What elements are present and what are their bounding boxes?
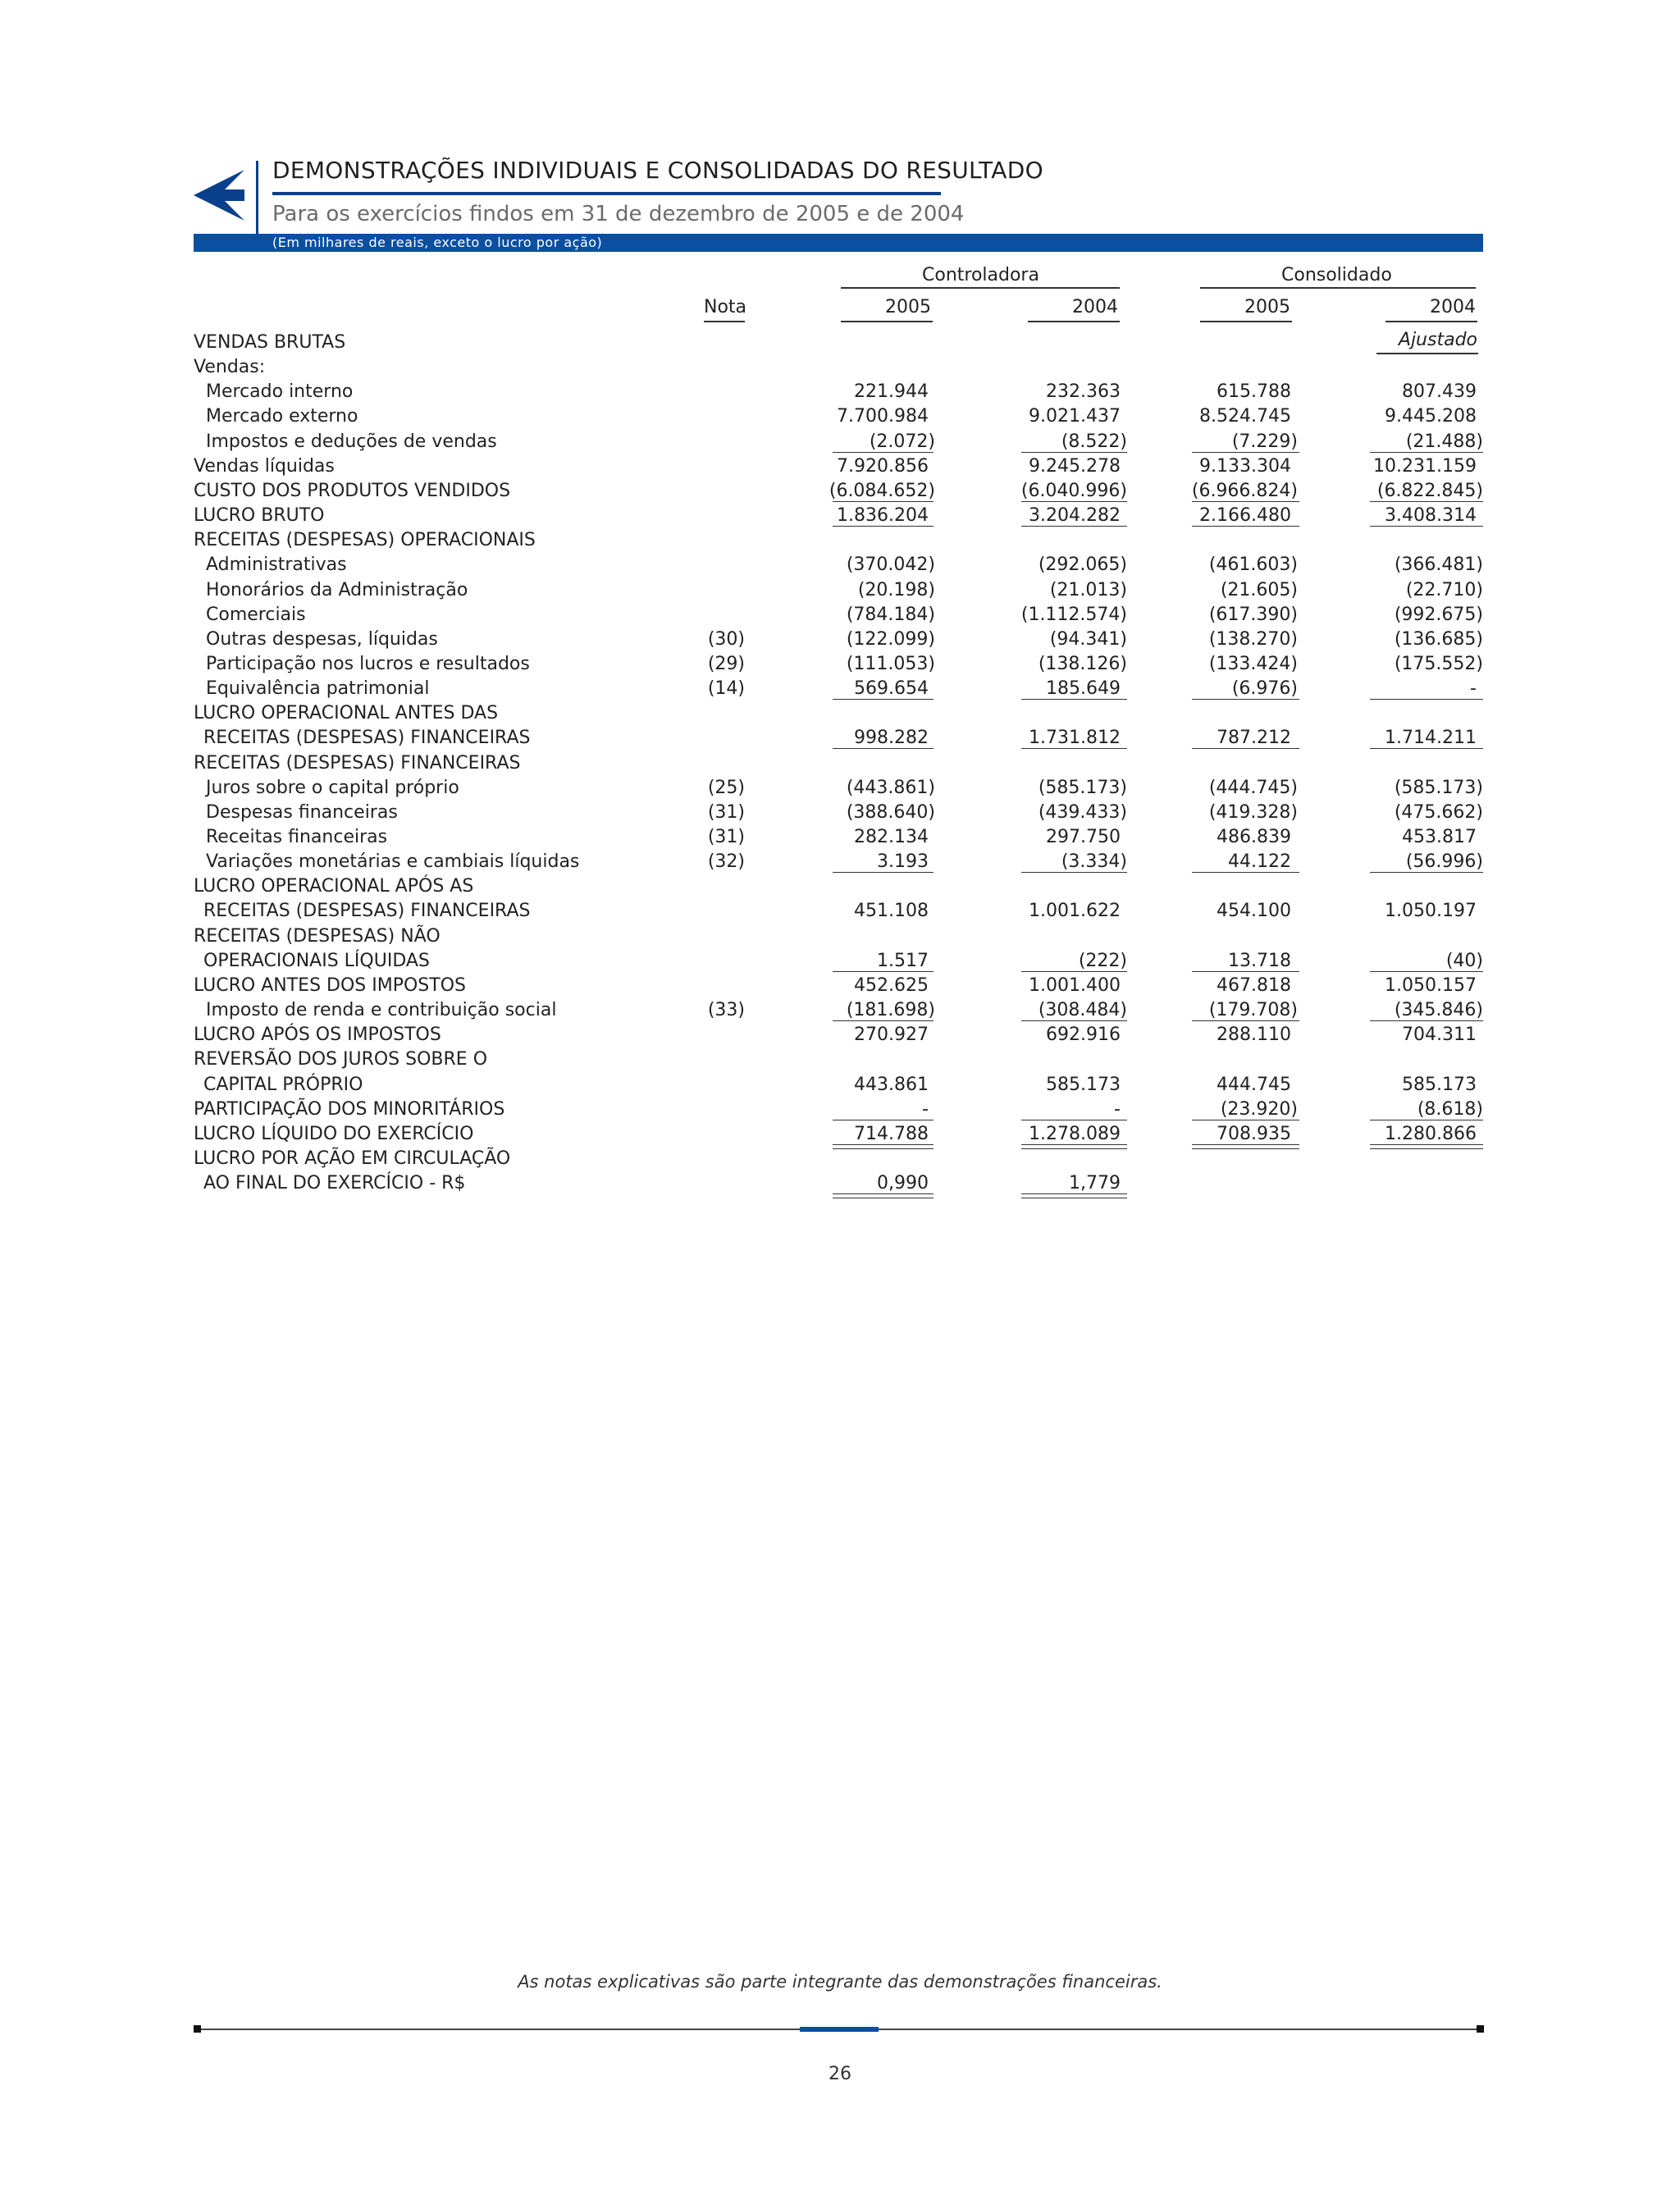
sum-rule	[1021, 872, 1127, 873]
table-row	[0, 603, 1680, 628]
units-note: (Em milhares de reais, exceto o lucro por ação)	[272, 235, 603, 250]
row-value: 9.021.437	[1029, 406, 1121, 427]
row-value: (3.334)	[1061, 851, 1127, 873]
row-value: -	[922, 1098, 929, 1120]
row-value: 714.788	[854, 1123, 929, 1144]
row-value: (2.072)	[869, 431, 935, 452]
row-value: 443.861	[854, 1074, 929, 1095]
row-value: 232.363	[1046, 381, 1121, 403]
sum-rule	[1370, 699, 1483, 700]
row-label: Comerciais	[206, 604, 306, 625]
table-row	[0, 1122, 1680, 1147]
sum-rule	[1021, 699, 1127, 700]
heading-rule	[1200, 321, 1292, 322]
footer-accent	[800, 2027, 879, 2032]
table-row	[0, 998, 1680, 1023]
table-row	[0, 628, 1680, 652]
row-value: 7.700.984	[837, 406, 929, 427]
row-value: 1,779	[1069, 1173, 1121, 1194]
row-value: 1.836.204	[837, 505, 929, 527]
row-value: 807.439	[1402, 381, 1477, 403]
row-value: (175.552)	[1394, 653, 1483, 674]
row-value: (179.708)	[1208, 1000, 1298, 1021]
sum-rule	[1021, 748, 1127, 749]
row-value: (136.685)	[1394, 628, 1483, 650]
row-value: 8.524.745	[1199, 406, 1291, 427]
sum-rule	[833, 872, 934, 873]
row-label: Receitas financeiras	[206, 827, 388, 847]
row-value: (6.966.824)	[1191, 480, 1298, 501]
table-row	[0, 801, 1680, 825]
row-nota: (29)	[707, 653, 745, 674]
row-value: (122.099)	[846, 628, 935, 650]
sum-rule	[1021, 1020, 1127, 1021]
row-nota: (31)	[707, 801, 745, 823]
table-row	[0, 850, 1680, 874]
footnote: As notas explicativas são parte integrante das demonstrações financeiras.	[518, 1972, 1162, 1992]
row-value: 486.839	[1217, 827, 1291, 847]
row-value: 615.788	[1217, 381, 1291, 403]
row-value: (461.603)	[1208, 554, 1298, 576]
table-row	[0, 430, 1680, 454]
row-value: (6.084.652)	[829, 480, 935, 501]
row-value: (345.846)	[1394, 1000, 1483, 1021]
table-row	[0, 1171, 1680, 1196]
row-value: (21.013)	[1049, 579, 1127, 600]
sum-rule	[1192, 872, 1299, 873]
sum-rule	[1370, 872, 1483, 873]
row-value: 704.311	[1402, 1025, 1477, 1046]
row-value: 3.408.314	[1385, 505, 1477, 527]
row-value: 270.927	[854, 1025, 929, 1046]
row-label: LUCRO POR AÇÃO EM CIRCULAÇÃO	[194, 1148, 511, 1169]
row-label: LUCRO LÍQUIDO DO EXERCÍCIO	[194, 1123, 474, 1144]
year-heading: 2004	[1072, 297, 1118, 317]
row-value: 10.231.159	[1373, 455, 1477, 477]
sum-rule	[833, 699, 934, 700]
group-rule	[1200, 287, 1476, 289]
table-row	[0, 331, 1680, 355]
double-rule	[1021, 1193, 1127, 1198]
sum-rule	[833, 452, 934, 453]
row-value: 7.920.856	[837, 455, 929, 477]
arrow-left-logo-icon	[192, 168, 246, 222]
row-label: VENDAS BRUTAS	[194, 332, 346, 353]
row-label: REVERSÃO DOS JUROS SOBRE O	[194, 1049, 488, 1070]
row-label: Participação nos lucros e resultados	[206, 653, 530, 674]
sum-rule	[1021, 971, 1127, 972]
row-nota: (32)	[707, 851, 745, 873]
row-value: 1.278.089	[1029, 1123, 1121, 1144]
row-value: 1.050.197	[1385, 901, 1477, 922]
table-row	[0, 355, 1680, 380]
row-value: (992.675)	[1394, 604, 1483, 625]
sum-rule	[1021, 452, 1127, 453]
sum-rule	[1192, 452, 1299, 453]
row-value: 0,990	[877, 1173, 929, 1194]
row-label: LUCRO OPERACIONAL APÓS AS	[194, 876, 474, 897]
row-value: (94.341)	[1049, 628, 1127, 650]
sum-rule	[1370, 971, 1483, 972]
row-value: 1.050.157	[1385, 974, 1477, 996]
row-label: LUCRO OPERACIONAL ANTES DAS	[194, 703, 499, 724]
sum-rule	[1370, 452, 1483, 453]
sum-rule	[1370, 1020, 1483, 1021]
row-value: 3.204.282	[1029, 505, 1121, 527]
row-value: (585.173)	[1038, 777, 1127, 798]
table-row	[0, 479, 1680, 504]
row-label: Administrativas	[206, 554, 347, 576]
row-value: 467.818	[1217, 974, 1291, 996]
row-value: 453.817	[1402, 827, 1477, 847]
row-value: 692.916	[1046, 1025, 1121, 1046]
nota-heading: Nota	[704, 297, 747, 317]
table-row	[0, 1047, 1680, 1072]
row-label: LUCRO BRUTO	[194, 505, 325, 527]
table-row	[0, 776, 1680, 801]
table-row	[0, 825, 1680, 850]
table-row	[0, 504, 1680, 528]
table-row	[0, 553, 1680, 577]
row-value: (6.976)	[1231, 678, 1298, 700]
sum-rule	[1370, 501, 1483, 502]
row-value: 44.122	[1228, 851, 1291, 873]
table-row	[0, 974, 1680, 998]
row-value: (8.618)	[1417, 1098, 1483, 1120]
table-row	[0, 1147, 1680, 1171]
row-label: Outras despesas, líquidas	[206, 628, 438, 650]
row-label: RECEITAS (DESPESAS) FINANCEIRAS	[203, 901, 531, 922]
row-value: 2.166.480	[1199, 505, 1291, 527]
row-value: (56.996)	[1405, 851, 1483, 873]
row-label: Despesas financeiras	[206, 801, 398, 823]
table-row	[0, 899, 1680, 924]
row-value: (419.328)	[1208, 801, 1298, 823]
sum-rule	[1370, 526, 1483, 527]
row-value: (138.126)	[1038, 653, 1127, 674]
table-row	[0, 924, 1680, 949]
row-value: 288.110	[1217, 1025, 1291, 1046]
row-label: CUSTO DOS PRODUTOS VENDIDOS	[194, 480, 511, 501]
row-value: 569.654	[854, 678, 929, 700]
footer-marker	[1477, 2025, 1484, 2033]
row-value: (6.822.845)	[1376, 480, 1483, 501]
footer-marker	[194, 2025, 201, 2033]
row-value: (111.053)	[846, 653, 935, 674]
sum-rule	[1192, 971, 1299, 972]
row-label: Mercado interno	[206, 381, 354, 403]
row-value: (8.522)	[1061, 431, 1127, 452]
sum-rule	[1192, 748, 1299, 749]
sum-rule	[1021, 526, 1127, 527]
table-row	[0, 528, 1680, 553]
row-value: 585.173	[1402, 1074, 1477, 1095]
row-label: Imposto de renda e contribuição social	[206, 1000, 557, 1021]
table-row	[0, 1073, 1680, 1098]
page-header	[0, 0, 1680, 262]
sum-rule	[1192, 1020, 1299, 1021]
row-value: (585.173)	[1394, 777, 1483, 798]
table-row	[0, 404, 1680, 429]
table-row	[0, 701, 1680, 726]
sum-rule	[833, 971, 934, 972]
row-nota: (25)	[707, 777, 745, 798]
row-value: (20.198)	[857, 579, 935, 600]
sum-rule	[833, 1020, 934, 1021]
sum-rule	[833, 501, 934, 502]
row-value: (388.640)	[846, 801, 935, 823]
row-value: (23.920)	[1220, 1098, 1298, 1120]
row-value: 282.134	[854, 827, 929, 847]
row-label: CAPITAL PRÓPRIO	[203, 1074, 363, 1095]
table-row	[0, 1023, 1680, 1047]
row-value: 787.212	[1217, 728, 1291, 749]
sum-rule	[833, 526, 934, 527]
row-label: AO FINAL DO EXERCÍCIO - R$	[203, 1173, 466, 1194]
row-value: 585.173	[1046, 1074, 1121, 1095]
row-value: (370.042)	[846, 554, 935, 576]
row-label: RECEITAS (DESPESAS) FINANCEIRAS	[203, 728, 531, 749]
table-row	[0, 874, 1680, 899]
row-label: LUCRO APÓS OS IMPOSTOS	[194, 1025, 441, 1046]
row-value: 1.001.400	[1029, 974, 1121, 996]
row-value: 998.282	[854, 728, 929, 749]
table-row	[0, 677, 1680, 701]
group-heading-controladora: Controladora	[922, 265, 1039, 285]
sum-rule	[833, 748, 934, 749]
table-row	[0, 1098, 1680, 1122]
double-rule	[1370, 1144, 1483, 1149]
sum-rule	[1370, 748, 1483, 749]
row-value: 185.649	[1046, 678, 1121, 700]
row-label: RECEITAS (DESPESAS) NÃO	[194, 925, 441, 947]
row-value: (133.424)	[1208, 653, 1298, 674]
double-rule	[1021, 1144, 1127, 1149]
row-nota: (31)	[707, 827, 745, 847]
sum-rule	[1192, 699, 1299, 700]
year-heading: 2005	[1244, 297, 1290, 317]
year-heading: 2005	[885, 297, 931, 317]
double-rule	[833, 1144, 934, 1149]
group-heading-consolidado: Consolidado	[1281, 265, 1392, 285]
row-value: 297.750	[1046, 827, 1121, 847]
row-value: 9.245.278	[1029, 455, 1121, 477]
page-subtitle: Para os exercícios findos em 31 de dezembro de 2005 e de 2004	[272, 202, 965, 226]
table-row	[0, 380, 1680, 404]
table-row	[0, 751, 1680, 776]
row-label: PARTICIPAÇÃO DOS MINORITÁRIOS	[194, 1098, 505, 1120]
group-rule	[841, 287, 1120, 289]
sum-rule	[1192, 501, 1299, 502]
row-value: (308.484)	[1038, 1000, 1127, 1021]
row-value: (181.698)	[846, 1000, 935, 1021]
table-row	[0, 454, 1680, 479]
row-value: 221.944	[854, 381, 929, 403]
adjusted-label: Ajustado	[1398, 330, 1477, 350]
row-nota: (33)	[707, 1000, 745, 1021]
row-label: Mercado externo	[206, 406, 358, 427]
row-value: (21.488)	[1405, 431, 1483, 452]
row-value: 9.133.304	[1199, 455, 1291, 477]
row-label: Variações monetárias e cambiais líquidas	[206, 851, 580, 873]
row-value: (40)	[1445, 950, 1483, 971]
heading-rule	[1386, 321, 1477, 322]
sum-rule	[1192, 526, 1299, 527]
page-title: DEMONSTRAÇÕES INDIVIDUAIS E CONSOLIDADAS DO RESULTADO	[272, 157, 1043, 184]
double-rule	[833, 1193, 934, 1198]
row-label: OPERACIONAIS LÍQUIDAS	[203, 950, 430, 971]
row-value: (443.861)	[846, 777, 935, 798]
row-value: 1.517	[877, 950, 929, 971]
row-value: 444.745	[1217, 1074, 1291, 1095]
row-nota: (30)	[707, 628, 745, 650]
row-value: -	[1114, 1098, 1121, 1120]
row-label: RECEITAS (DESPESAS) FINANCEIRAS	[194, 752, 521, 774]
table-row	[0, 578, 1680, 603]
row-value: (21.605)	[1220, 579, 1298, 600]
row-nota: (14)	[707, 678, 745, 700]
table-row	[0, 726, 1680, 751]
sum-rule	[1021, 501, 1127, 502]
row-value: (475.662)	[1394, 801, 1483, 823]
row-value: 1.714.211	[1385, 728, 1477, 749]
row-label: Juros sobre o capital próprio	[206, 777, 459, 798]
row-label: Equivalência patrimonial	[206, 678, 430, 700]
row-value: (617.390)	[1208, 604, 1298, 625]
row-value: -	[1470, 678, 1477, 700]
table-row	[0, 652, 1680, 677]
row-value: (7.229)	[1231, 431, 1298, 452]
table-row	[0, 949, 1680, 974]
row-value: 452.625	[854, 974, 929, 996]
row-label: Vendas líquidas	[194, 455, 335, 477]
row-label: Honorários da Administração	[206, 579, 468, 600]
row-label: RECEITAS (DESPESAS) OPERACIONAIS	[194, 530, 536, 551]
row-value: (222)	[1078, 950, 1127, 971]
row-value: (784.184)	[846, 604, 935, 625]
row-label: LUCRO ANTES DOS IMPOSTOS	[194, 974, 466, 996]
year-heading: 2004	[1430, 297, 1476, 317]
row-label: Impostos e deduções de vendas	[206, 431, 497, 452]
row-value: (444.745)	[1208, 777, 1298, 798]
row-value: (1.112.574)	[1020, 604, 1127, 625]
row-value: 451.108	[854, 901, 929, 922]
title-rule	[272, 192, 941, 195]
row-value: 9.445.208	[1385, 406, 1477, 427]
row-value: (6.040.996)	[1020, 480, 1127, 501]
row-value: 3.193	[877, 851, 929, 873]
row-value: (439.433)	[1038, 801, 1127, 823]
row-value: (366.481)	[1394, 554, 1483, 576]
row-label: Vendas:	[194, 357, 266, 378]
row-value: 1.731.812	[1029, 728, 1121, 749]
row-value: (22.710)	[1405, 579, 1483, 600]
row-value: (292.065)	[1038, 554, 1127, 576]
page-number: 26	[829, 2064, 851, 2084]
row-value: 708.935	[1217, 1123, 1291, 1144]
row-value: 13.718	[1228, 950, 1291, 971]
row-value: (138.270)	[1208, 628, 1298, 650]
heading-rule	[1028, 321, 1120, 322]
row-value: 1.001.622	[1029, 901, 1121, 922]
heading-rule	[841, 321, 933, 322]
row-value: 1.280.866	[1385, 1123, 1477, 1144]
row-value: 454.100	[1217, 901, 1291, 922]
double-rule	[1192, 1144, 1299, 1149]
heading-rule	[704, 321, 745, 322]
